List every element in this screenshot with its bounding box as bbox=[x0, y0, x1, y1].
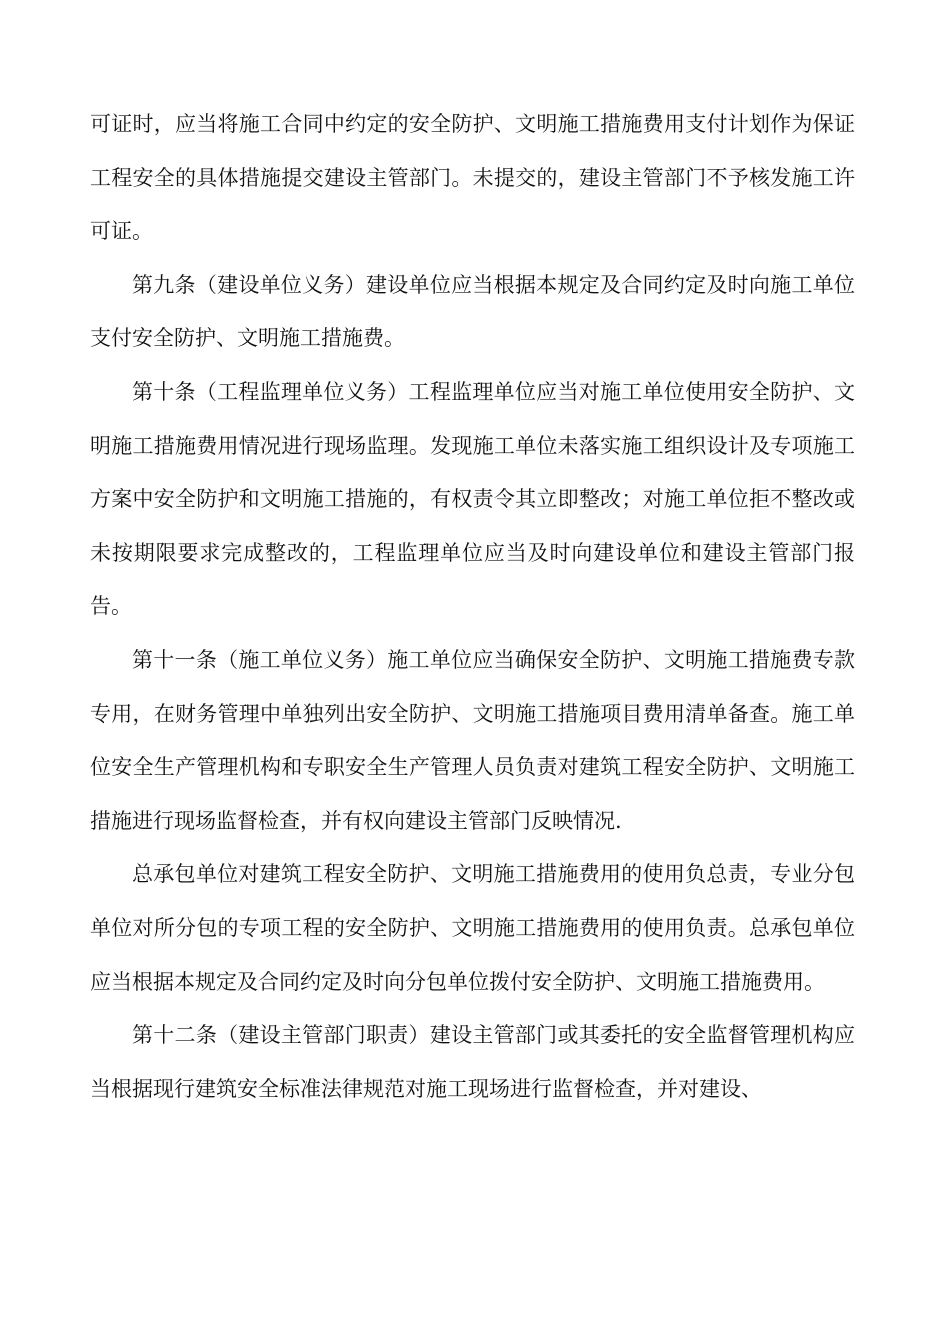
paragraph-general-contractor: 总承包单位对建筑工程安全防护、文明施工措施费用的使用负总责，专业分包单位对所分包的专项工程的安全防护、文明施工措施费用的使用负责。总承包单位应当根据本规定及合同约定及时向分包单位拨付安全防护、文明施工措施费用。 bbox=[90, 862, 855, 994]
paragraph-continuation: 可证时，应当将施工合同中约定的安全防护、文明施工措施费用支付计划作为保证工程安全的具体措施提交建设主管部门。未提交的，建设主管部门不予核发施工许可证。 bbox=[90, 112, 855, 244]
paragraph-article-9: 第九条（建设单位义务）建设单位应当根据本规定及合同约定及时向施工单位支付安全防护、文明施工措施费。 bbox=[90, 272, 855, 351]
paragraph-article-10: 第十条（工程监理单位义务）工程监理单位应当对施工单位使用安全防护、文明施工措施费用情况进行现场监理。发现施工单位未落实施工组织设计及专项施工方案中安全防护和文明施工措施的，有权责令其立即整改；对施工单位拒不整改或未按期限要求完成整改的，工程监理单位应当及时向建设单位和建设主管部门报告。 bbox=[90, 379, 855, 619]
paragraph-article-11: 第十一条（施工单位义务）施工单位应当确保安全防护、文明施工措施费专款专用，在财务管理中单独列出安全防护、文明施工措施项目费用清单备查。施工单位安全生产管理机构和专职安全生产管理人员负责对建筑工程安全防护、文明施工措施进行现场监督检查，并有权向建设主管部门反映情况. bbox=[90, 647, 855, 833]
paragraph-article-12: 第十二条（建设主管部门职责）建设主管部门或其委托的安全监督管理机构应当根据现行建筑安全标准法律规范对施工现场进行监督检查，并对建设、 bbox=[90, 1023, 855, 1101]
document-body bbox=[90, 98, 855, 1116]
